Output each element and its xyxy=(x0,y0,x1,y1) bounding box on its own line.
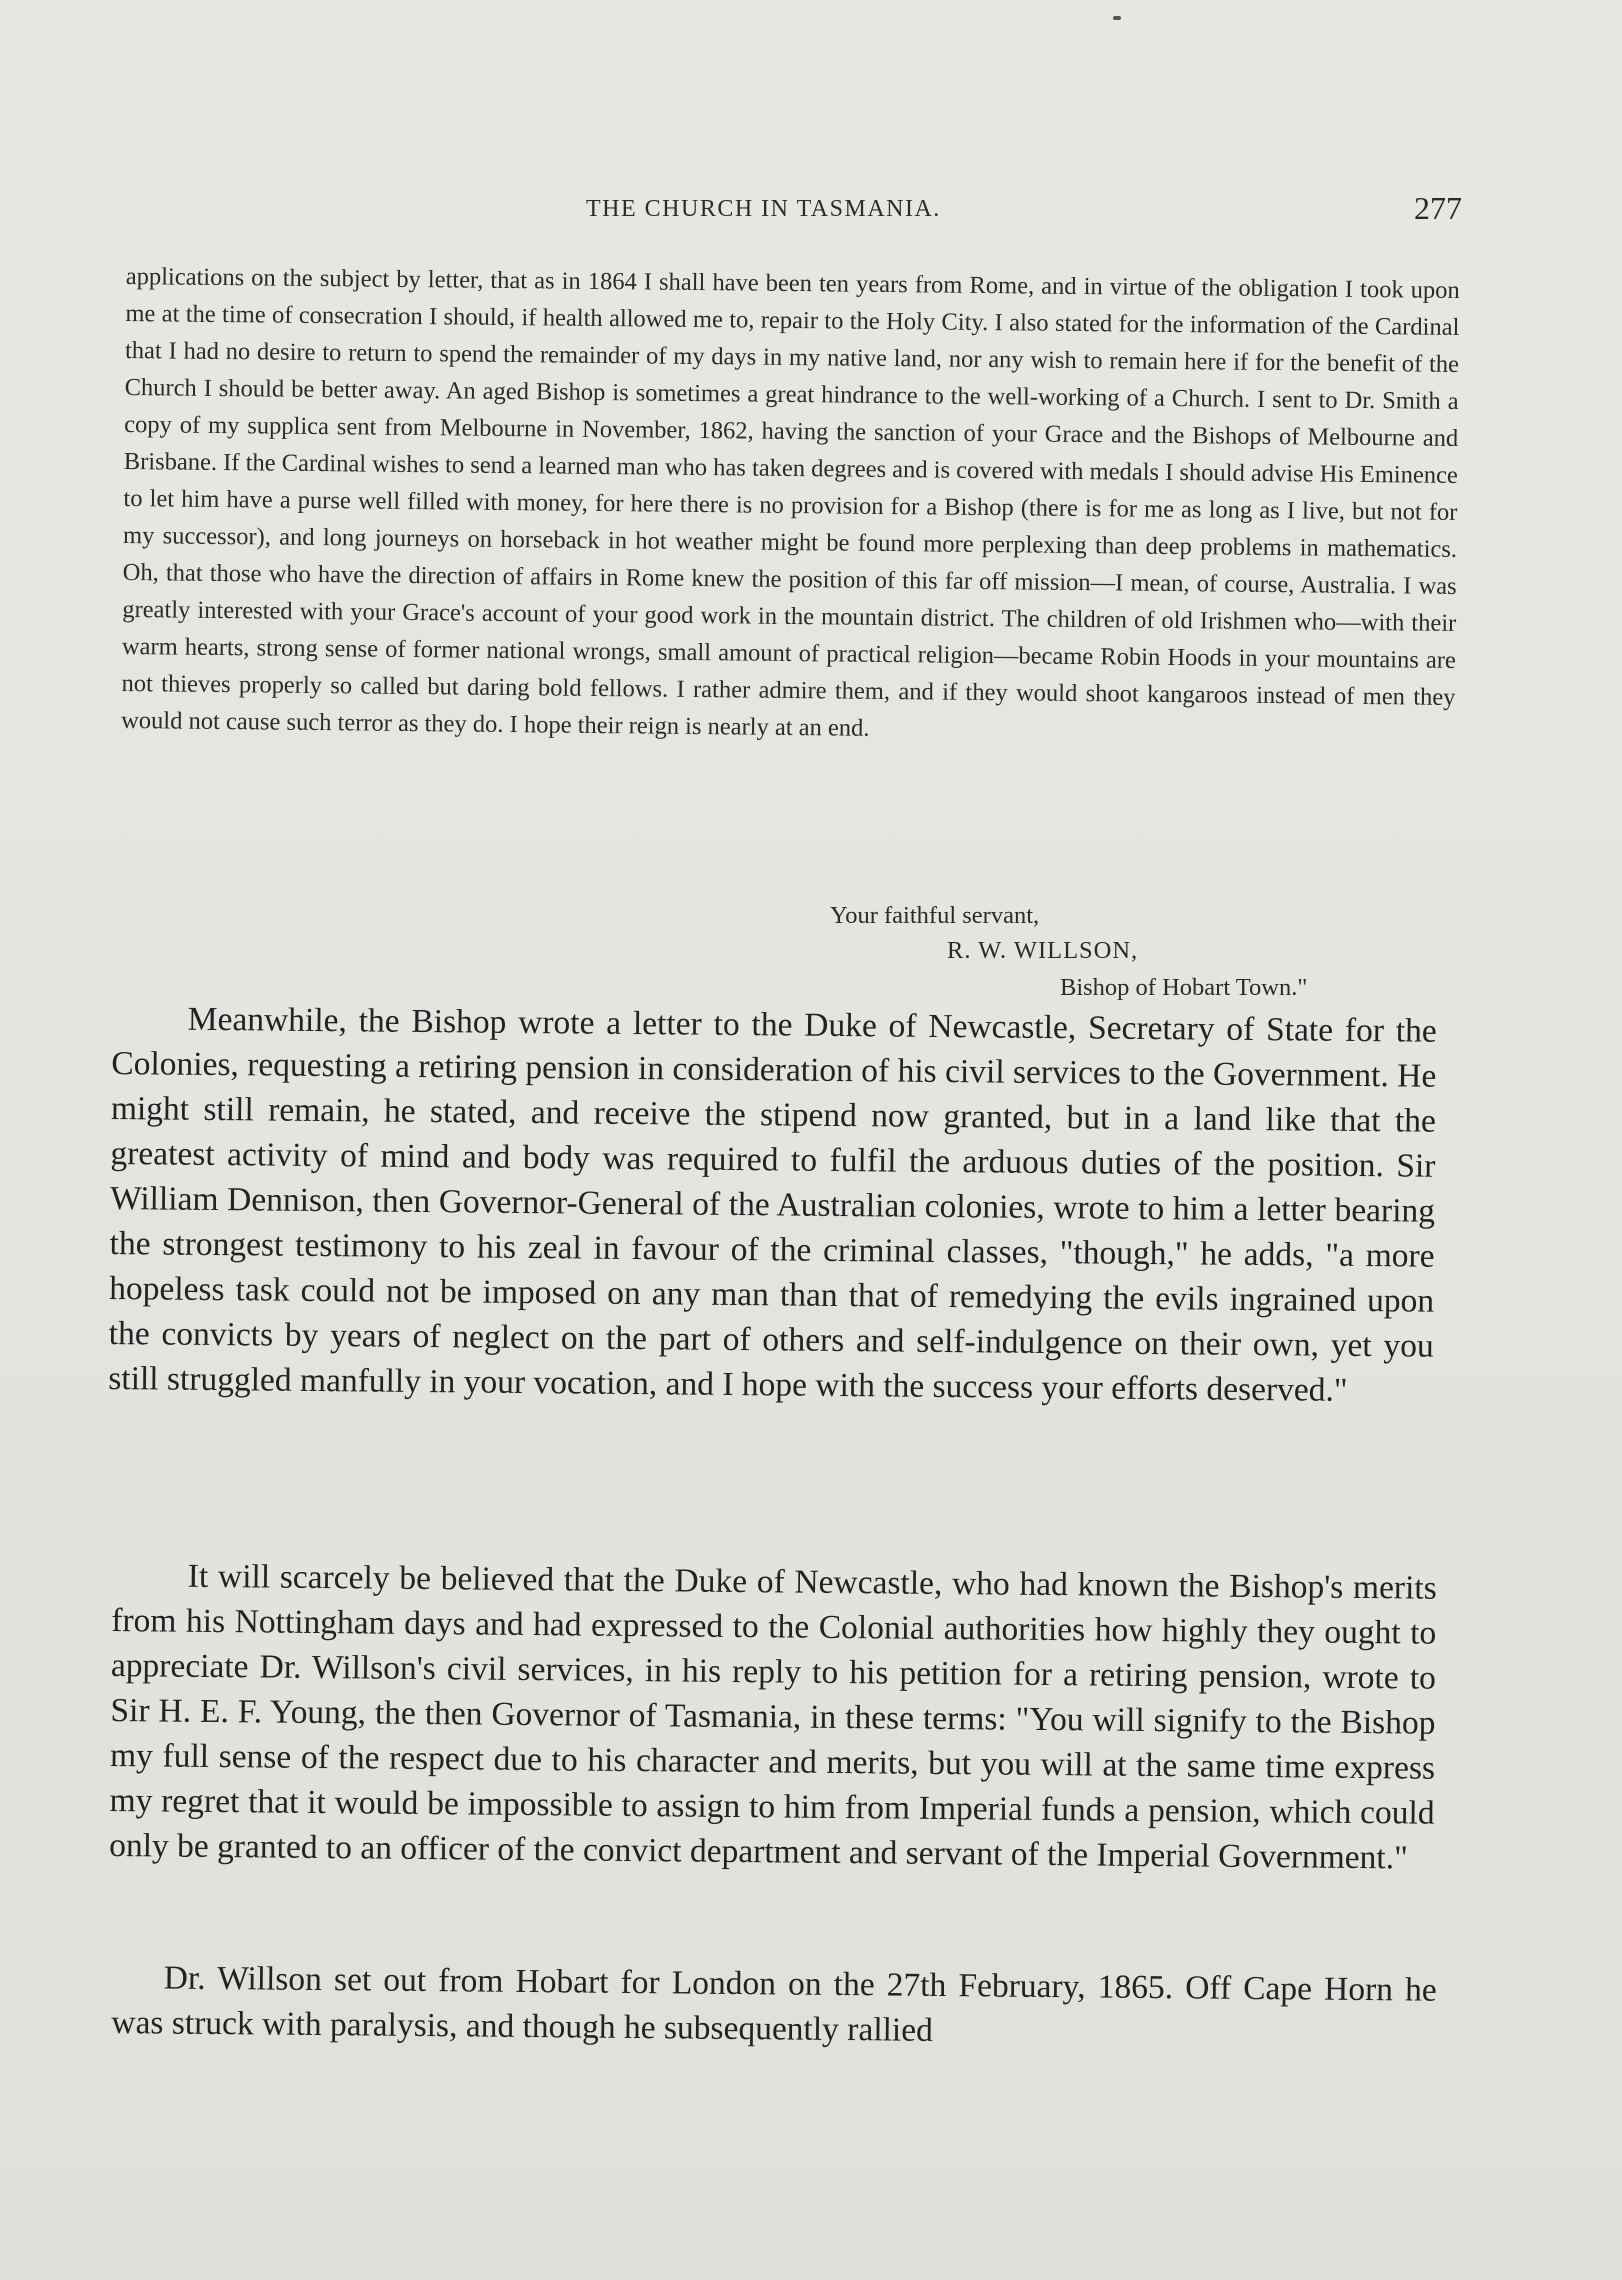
page-number: 277 xyxy=(1414,190,1462,226)
running-head xyxy=(0,190,1622,236)
paragraph-text: Dr. Willson set out from Hobart for London on the 27th February, 1865. Off Cape Horn he was struck with paralysis, and though he subsequently rallied xyxy=(111,1959,1437,2049)
running-title: THE CHURCH IN TASMANIA. xyxy=(586,196,941,222)
paragraph-text: It will scarcely be believed that the Duke of Newcastle, who had known the Bishop's merits from his Nottingham days and had expressed to the Colonial authorities how highly they ought to appreciate Dr. Willson's civil services, in his reply to his petition for a retiring pension, wrote to Sir H. E. F. Young, the then Governor of Tasmania, in these terms: "You will signify to the Bishop my full sense of the respect due to his character and merits, but you will at the same time express my regret that it would be impossible to assign to him from Imperial funds a pension, which could only be granted to an officer of the convict department and servant of the Imperial Government." xyxy=(109,1557,1437,1877)
paragraph-text: Meanwhile, the Bishop wrote a letter to the Duke of Newcastle, Secretary of State for the Colonies, requesting a retiring pension in consideration of his civil services to the Government. He might still remain, he stated, and receive the stipend now granted, but in a land like that the greatest activity of mind and body was required to fulfil the arduous duties of the position. Sir William Dennison, then Governor-General of the Australian colonies, wrote to him a letter bearing the strongest testimony to his zeal in favour of the criminal classes, "though," he adds, "a more hopeless task could not be imposed on any man than that of remedying the evils ingrained upon the convicts by years of neglect on the part of others and self-indulgence on their own, yet you still struggled manfully in your vocation, and I hope with the success your efforts deserved." xyxy=(108,1000,1437,1409)
quoted-letter xyxy=(121,258,1460,742)
body-paragraph-3 xyxy=(111,1955,1437,2058)
body-paragraph-2 xyxy=(109,1553,1437,1881)
letter-signature-title: Bishop of Hobart Town." xyxy=(1060,974,1308,1001)
letter-signature: R. W. WILLSON, xyxy=(947,937,1139,964)
letter-closing: Your faithful servant, xyxy=(830,902,1040,929)
body-paragraph-1 xyxy=(108,996,1437,1414)
ink-speck xyxy=(1113,16,1121,20)
letter-text: applications on the subject by letter, that as in 1864 I shall have been ten years from Rome, and in virtue of the obligation I took upon me at the time of consecration I should, if health allowed me to, repair to the Holy City. I also stated for the information of the Cardinal that I had no desire to return to spend the remainder of my days in my native land, nor any wish to remain here if for the benefit of the Church I should be better away. An aged Bishop is sometimes a great hindrance to the well-working of a Church. I sent to Dr. Smith a copy of my supplica sent from Melbourne in November, 1862, having the sanction of your Grace and the Bishops of Melbourne and Brisbane. If the Cardinal wishes to send a learned man who has taken degrees and is covered with medals I should advise His Eminence to let him have a purse well filled with money, for here there is no provision for a Bishop (there is for me as long as I live, but not for my successor), and long journeys on horseback in hot weather might be found more perplexing than deep problems in mathematics. Oh, that those who have the direction of affairs in Rome knew the position of this far off mission—I mean, of course, Australia. I was greatly interested with your Grace's account of your good work in the mountain district. The children of old Irishmen who—with their warm hearts, strong sense of former national wrongs, small amount of practical religion—became Robin Hoods in your mountains are not thieves properly so called but daring bold fellows. I rather admire them, and if they would shoot kangaroos instead of men they would not cause such terror as they do. I hope their reign is nearly at an end. xyxy=(121,262,1460,742)
